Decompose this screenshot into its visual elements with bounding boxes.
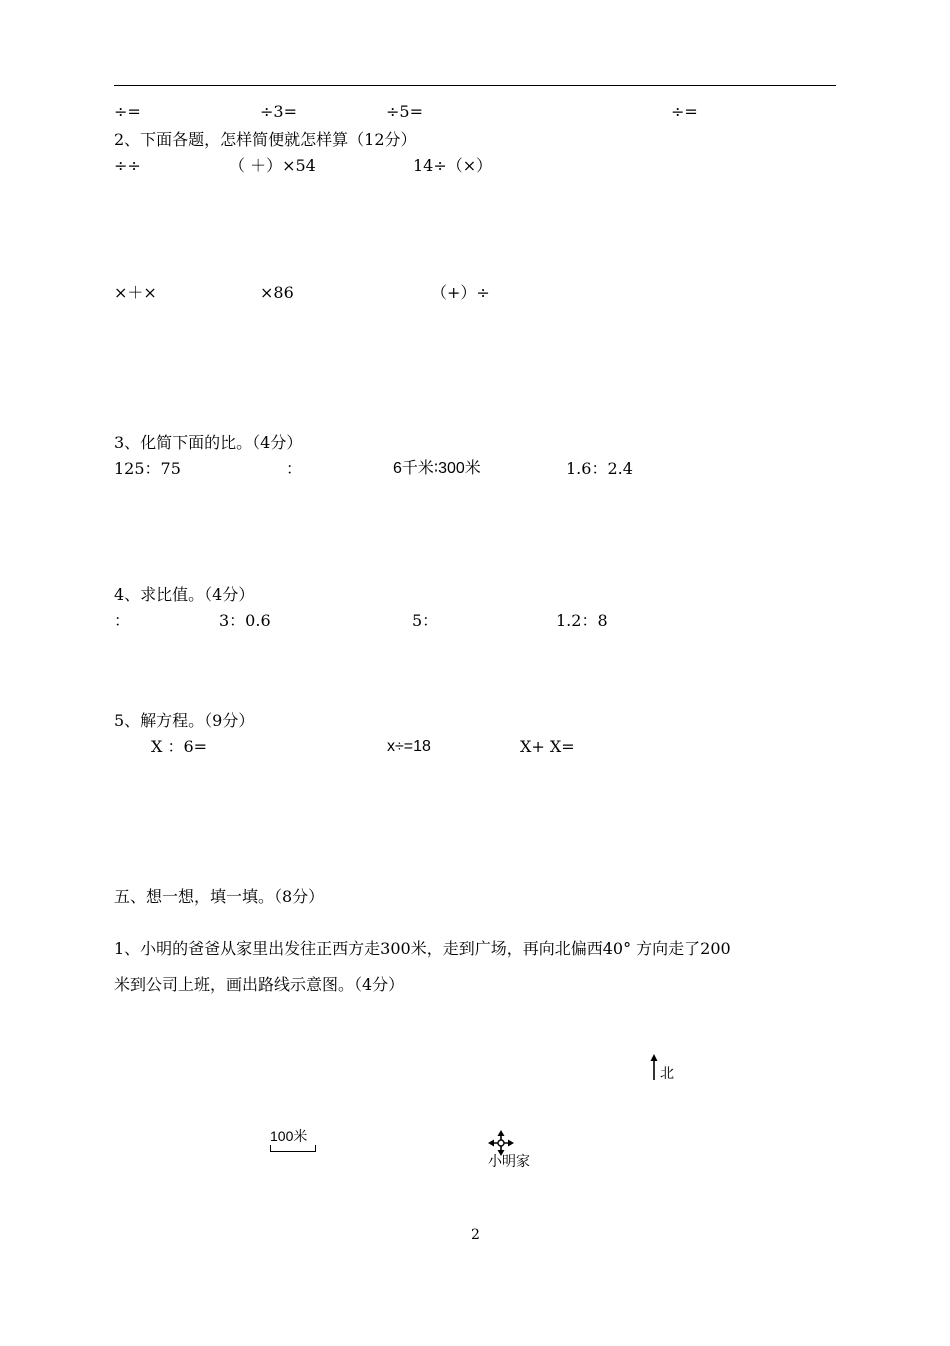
home-label: 小明家 (488, 1154, 530, 1170)
top-rule (114, 85, 836, 86)
q4-title: 4、求比值。（4分） (114, 585, 255, 604)
q4-item-2: 3：0.6 (219, 611, 271, 630)
q3-item-1: 125：75 (114, 459, 181, 478)
q4-item-3: 5： (412, 611, 439, 630)
q3-title: 3、化简下面的比。（4分） (114, 433, 303, 452)
row1-item-2: ÷3= (260, 102, 297, 121)
scale-label: 100米 (270, 1128, 308, 1144)
north-arrow-icon (649, 1054, 659, 1082)
q2-row1-item-1: ÷÷ (114, 156, 141, 175)
scale-bar (270, 1145, 316, 1152)
q3-item-4: 1.6：2.4 (566, 459, 633, 478)
q2-row1-item-2: （ ＋）×54 (229, 156, 316, 175)
section5-q1-line-2: 米到公司上班，画出路线示意图。（4分） (114, 975, 405, 994)
q2-row2-item-2: ×86 (260, 283, 294, 302)
q2-row1-item-3: 14÷（×） (413, 156, 493, 175)
north-label: 北 (660, 1066, 674, 1082)
q5-item-2: x÷=18 (387, 738, 431, 755)
q2-row2-item-3: （+）÷ (431, 283, 490, 302)
row1-item-1: ÷= (114, 102, 141, 121)
q5-item-1: X ：6= (151, 737, 208, 756)
q4-item-4: 1.2：8 (556, 611, 608, 630)
row1-item-3: ÷5= (386, 102, 423, 121)
page-number: 2 (471, 1227, 480, 1243)
section5-title: 五、想一想，填一填。（8分） (114, 887, 325, 906)
q4-item-1: ： (114, 611, 131, 630)
q5-item-3: X+ X= (520, 737, 575, 756)
q3-item-3: 6千米∶300米 (393, 460, 481, 477)
q3-item-2: ： (286, 459, 303, 478)
q5-title: 5、解方程。（9分） (114, 711, 255, 730)
q2-row2-item-1: ×＋× (114, 283, 157, 302)
section5-q1-line-1: 1、小明的爸爸从家里出发往正西方走300米，走到广场，再向北偏西40° 方向走了200 (114, 939, 731, 958)
q2-title: 2、下面各题，怎样简便就怎样算（12分） (114, 130, 417, 149)
row1-item-4: ÷= (671, 102, 698, 121)
